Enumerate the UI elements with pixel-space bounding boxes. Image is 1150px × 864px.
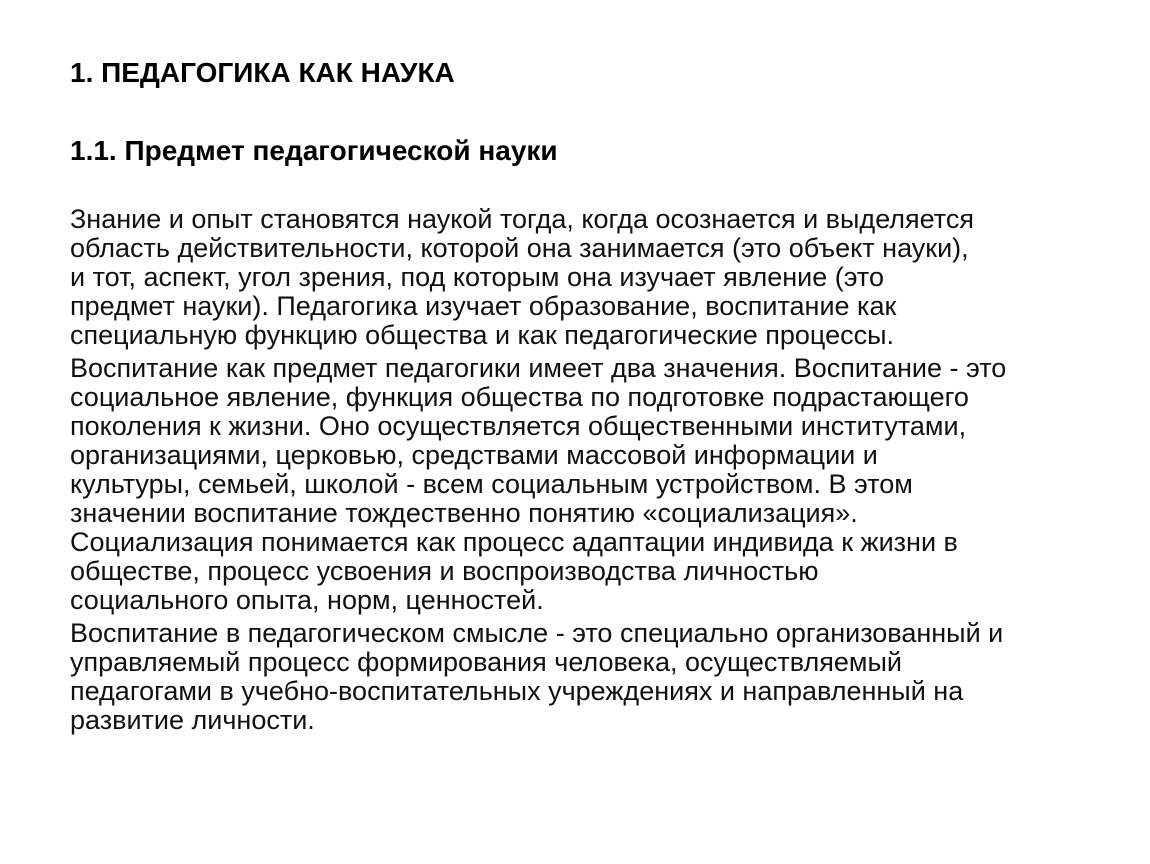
paragraph-upbringing-social <box>70 354 1080 615</box>
paragraph-line: и тот, аспект, угол зрения, под которым она изучает явление (это <box>70 262 885 292</box>
paragraph-line: социальное явление, функция общества по подготовке подрастающего <box>70 382 969 412</box>
paragraph-line: область действительности, которой она занимается (это объект науки), <box>70 233 969 263</box>
paragraph-line: значении воспитание тождественно понятию «социализация». <box>70 498 858 528</box>
paragraph-line: поколения к жизни. Оно осуществляется общественными институтами, <box>70 411 967 441</box>
paragraph-object-of-science <box>70 205 1080 350</box>
paragraph-line: обществе, процесс усвоения и воспроизводства личностью <box>70 556 819 586</box>
body-text <box>70 205 1080 739</box>
paragraph-line: организациями, церковью, средствами массовой информации и <box>70 440 878 470</box>
paragraph-upbringing-pedagogical <box>70 619 1080 735</box>
paragraph-line: Социализация понимается как процесс адаптации индивида к жизни в <box>70 527 958 557</box>
paragraph-line: социального опыта, норм, ценностей. <box>70 585 544 615</box>
paragraph-line: педагогами в учебно-воспитательных учреждениях и направленный на <box>70 676 964 706</box>
paragraph-line: предмет науки). Педагогика изучает образование, воспитание как <box>70 291 897 321</box>
paragraph-line: Знание и опыт становятся наукой тогда, когда осознается и выделяется <box>70 204 974 234</box>
section-subtitle: 1.1. Предмет педагогической науки <box>70 135 558 166</box>
paragraph-line: управляемый процесс формирования человека, осуществляемый <box>70 647 902 677</box>
page-title: 1. ПЕДАГОГИКА КАК НАУКА <box>70 57 455 88</box>
paragraph-line: Воспитание в педагогическом смысле - это специально организованный и <box>70 618 1004 648</box>
paragraph-line: культуры, семьей, школой - всем социальным устройством. В этом <box>70 469 913 499</box>
paragraph-line: развитие личности. <box>70 705 315 735</box>
paragraph-line: Воспитание как предмет педагогики имеет два значения. Воспитание - это <box>70 353 1007 383</box>
paragraph-line: специальную функцию общества и как педагогические процессы. <box>70 320 895 350</box>
